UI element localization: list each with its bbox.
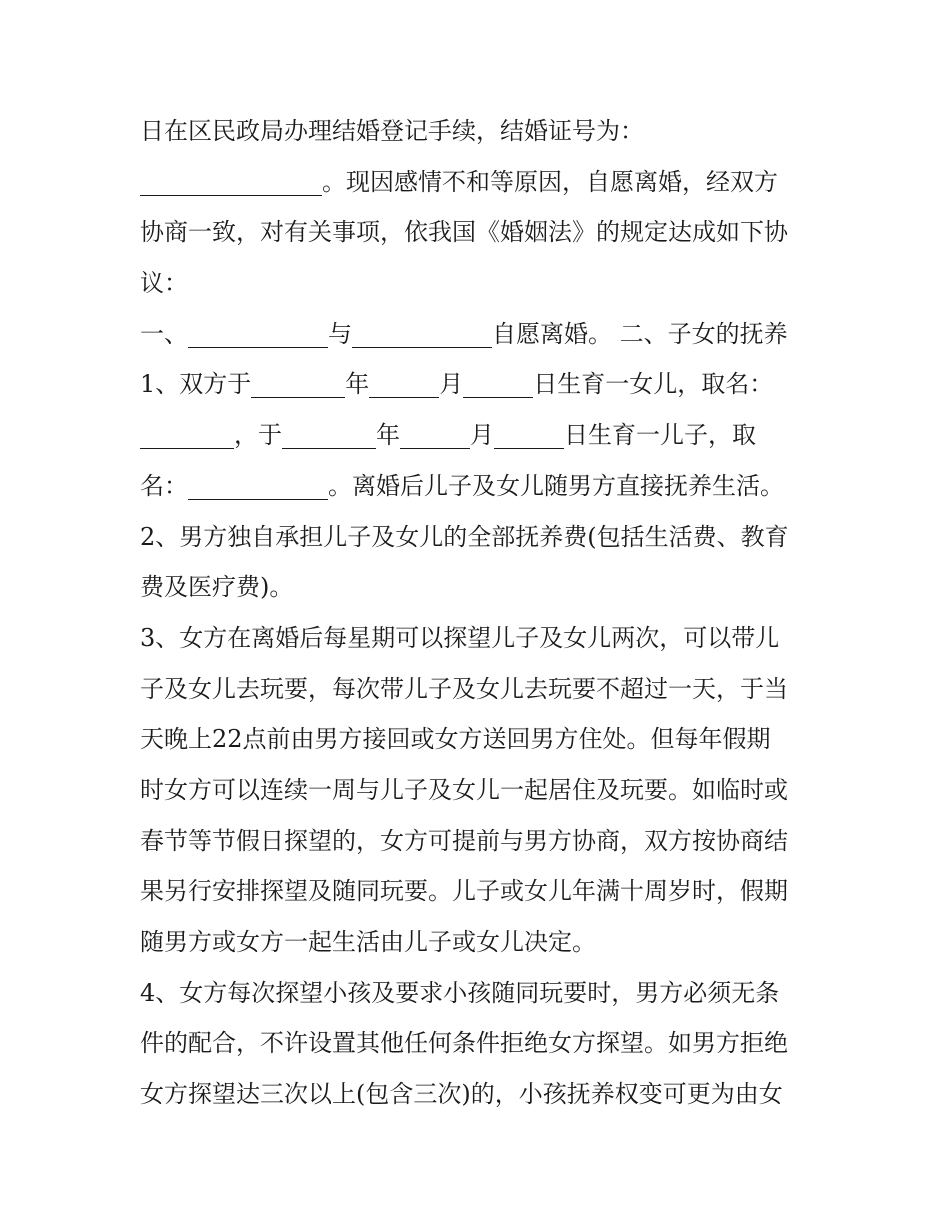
daughter-birth-month-blank [369,371,439,398]
text-line-14 [140,765,812,816]
son-name-blank [188,473,328,500]
text-line-19 [140,1018,812,1069]
party-b-name-blank [352,321,492,348]
line-text: 时女方可以连续一周与儿子及女儿一起居住及玩要。如临时或 [140,775,788,804]
document-body [140,106,812,1120]
line-text: 。现因感情不和等原因，自愿离婚，经双方 [322,167,778,196]
line-text: 费及医疗费)。 [140,573,294,602]
line-text: 4、女方每次探望小孩及要求小孩随同玩要时，男方必须无条 [140,978,780,1007]
text-line-5 [140,309,812,360]
text-line-16 [140,866,812,917]
line-text: 天晚上22点前由男方接回或女方送回男方住处。但每年假期 [140,725,771,754]
line-text: 一、 [140,319,188,348]
line-text: 年 [345,370,370,399]
line-text: 春节等节假日探望的，女方可提前与男方协商，双方按协商结 [140,826,788,855]
text-line-3 [140,207,812,258]
line-text: ，于 [234,421,282,450]
line-text: 果另行安排探望及随同玩要。儿子或女儿年满十周岁时，假期 [140,877,788,906]
line-text: 年 [376,421,400,450]
marriage-certificate-number-blank [140,169,322,196]
text-line-12 [140,664,812,715]
son-birth-month-blank [400,422,470,449]
line-text: 日生育一女儿，取名： [533,370,774,399]
line-text: 协商一致，对有关事项，依我国《婚姻法》的规定达成如下协 [140,218,788,247]
text-line-4 [140,258,812,309]
line-text: 议： [140,269,188,298]
line-text: 女方探望达三次以上(包含三次)的，小孩抚养权变可更为由女 [140,1080,783,1109]
daughter-birth-day-blank [463,371,533,398]
text-line-6 [140,359,812,410]
line-text: 自愿离婚。 二、子女的抚养 [492,319,788,348]
text-line-11 [140,613,812,664]
line-text: 名： [140,471,188,500]
line-text: 月 [439,370,464,399]
text-line-20 [140,1069,812,1120]
text-line-18 [140,968,812,1019]
line-text: 月 [470,421,494,450]
text-line-2 [140,157,812,208]
line-text: 与 [328,319,352,348]
text-line-17 [140,917,812,968]
son-birth-year-blank [282,422,376,449]
line-text: 1、双方于 [140,370,252,399]
line-text: 日生育一儿子，取 [564,421,756,450]
daughter-birth-year-blank [251,371,345,398]
line-text: 。离婚后儿子及女儿随男方直接抚养生活。 [328,471,784,500]
text-line-7 [140,410,812,461]
line-text: 日在区民政局办理结婚登记手续，结婚证号为： [140,117,644,145]
line-text: 随男方或女方一起生活由儿子或女儿决定。 [140,928,596,956]
line-text: 2、男方独自承担儿子及女儿的全部抚养费(包括生活费、教育 [140,522,789,551]
line-text: 件的配合，不许设置其他任何条件拒绝女方探望。如男方拒绝 [140,1029,788,1058]
text-line-8 [140,461,812,512]
text-line-9 [140,512,812,563]
line-text: 子及女儿去玩要，每次带儿子及女儿去玩要不超过一天，于当 [140,674,788,703]
daughter-name-blank [140,422,234,449]
text-line-13 [140,714,812,765]
line-text: 3、女方在离婚后每星期可以探望儿子及女儿两次，可以带儿 [140,623,780,652]
son-birth-day-blank [494,422,564,449]
party-a-name-blank [188,321,328,348]
text-line-15 [140,816,812,867]
text-line-10 [140,562,812,613]
text-line-1 [140,106,812,157]
